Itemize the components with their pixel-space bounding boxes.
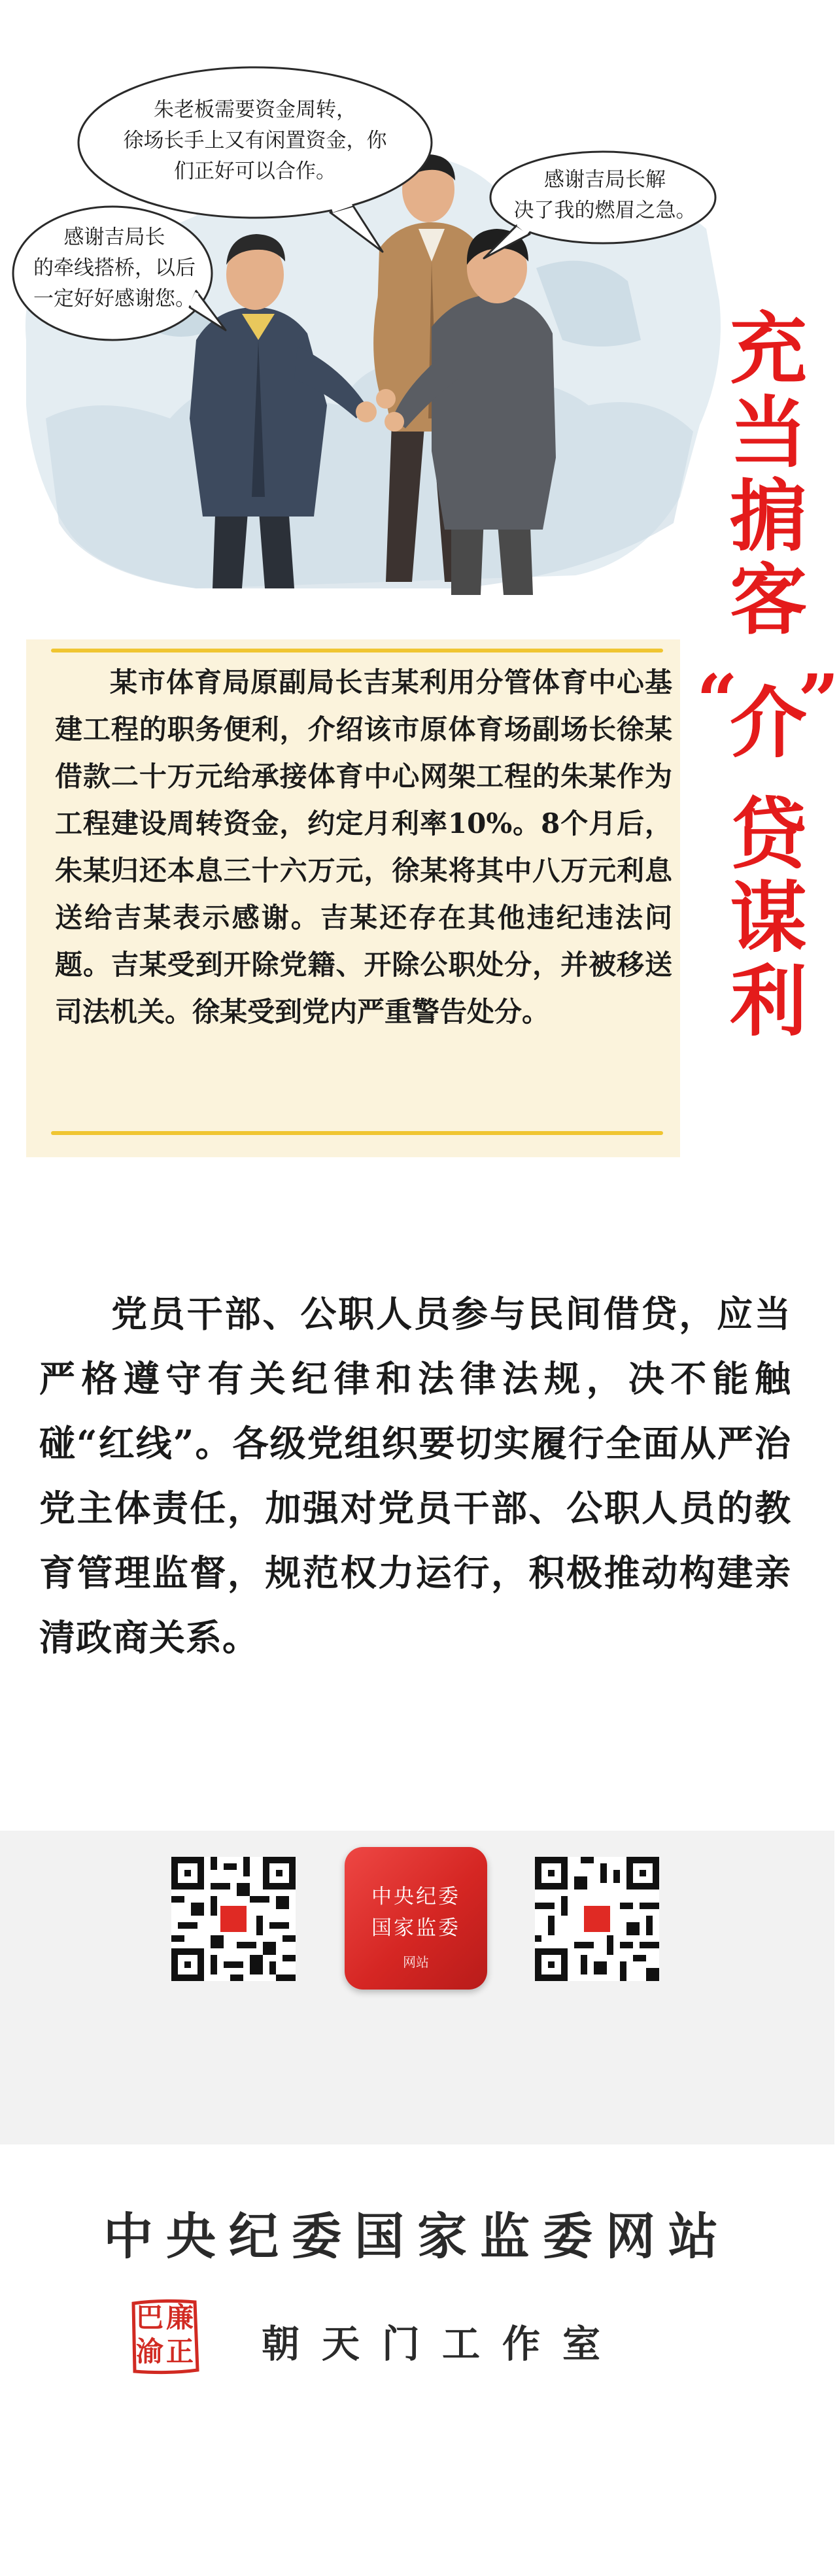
comic-illustration [0,0,834,608]
case-story-text: 某市体育局原副局长吉某利用分管体育中心基建工程的职务便利，介绍该市原体育场副场长徐某借款二十万元给承接体育中心网架工程的朱某作为工程建设周转资金，约定月利率10%。8个月后，朱某归还本息三十六万元，徐某将其中八万元利息送给吉某表示感谢。吉某还存在其他违纪违法问题。吉某受到开除党籍、开除公职处分，并被移送司法机关。徐某受到党内严重警告处分。 [55,666,672,1028]
title-char: 介 [729,677,807,768]
card-top-border [51,649,663,652]
studio-name: 朝天门工作室 [262,2322,623,2366]
logo-subtitle: 网站 [403,1954,429,1970]
title-char: 当 [729,387,807,478]
footer [0,1831,834,2576]
title-char: 客 [729,554,807,645]
logo-line-2: 国家监委 [371,1916,460,1940]
bubble-text-zhu: 朱老板需要资金周转， 徐场长手上又有闲置资金，你 们正好可以合作。 [123,98,387,183]
title-char: 掮 [729,471,807,562]
qr-code-right[interactable] [535,1857,659,1981]
bubble-text-right: 感谢吉局长解 决了我的燃眉之急。 [513,168,696,222]
title-close-quote: ” [798,658,839,743]
card-bottom-border [51,1131,663,1135]
bubble-text-left: 感谢吉局长 的牵线搭桥，以后 一定好好感谢您。 [33,226,196,311]
qr-code-left[interactable] [171,1857,296,1981]
title-open-quote: “ [696,658,738,743]
title-char: 利 [729,956,807,1047]
title-char: 谋 [729,872,807,963]
logo-line-1: 中央纪委 [371,1885,460,1908]
title-char: 贷 [729,788,807,879]
case-story-card [26,639,680,1157]
page-title [696,303,839,1047]
site-logo[interactable] [345,1847,487,1990]
commentary-paragraph: 党员干部、公职人员参与民间借贷，应当严格遵守有关纪律和法律法规，决不能触碰“红线”。各级党组织要切实履行全面从严治党主体责任，加强对党员干部、公职人员的教育管理监督，规范权力运行，积极推动构建亲清政商关系。 [39,1293,791,1659]
title-char: 充 [729,303,807,394]
seal-logo: 巴 廉 渝 正 [129,2298,200,2375]
site-name: 中央纪委国家监委网站 [103,2207,731,2265]
